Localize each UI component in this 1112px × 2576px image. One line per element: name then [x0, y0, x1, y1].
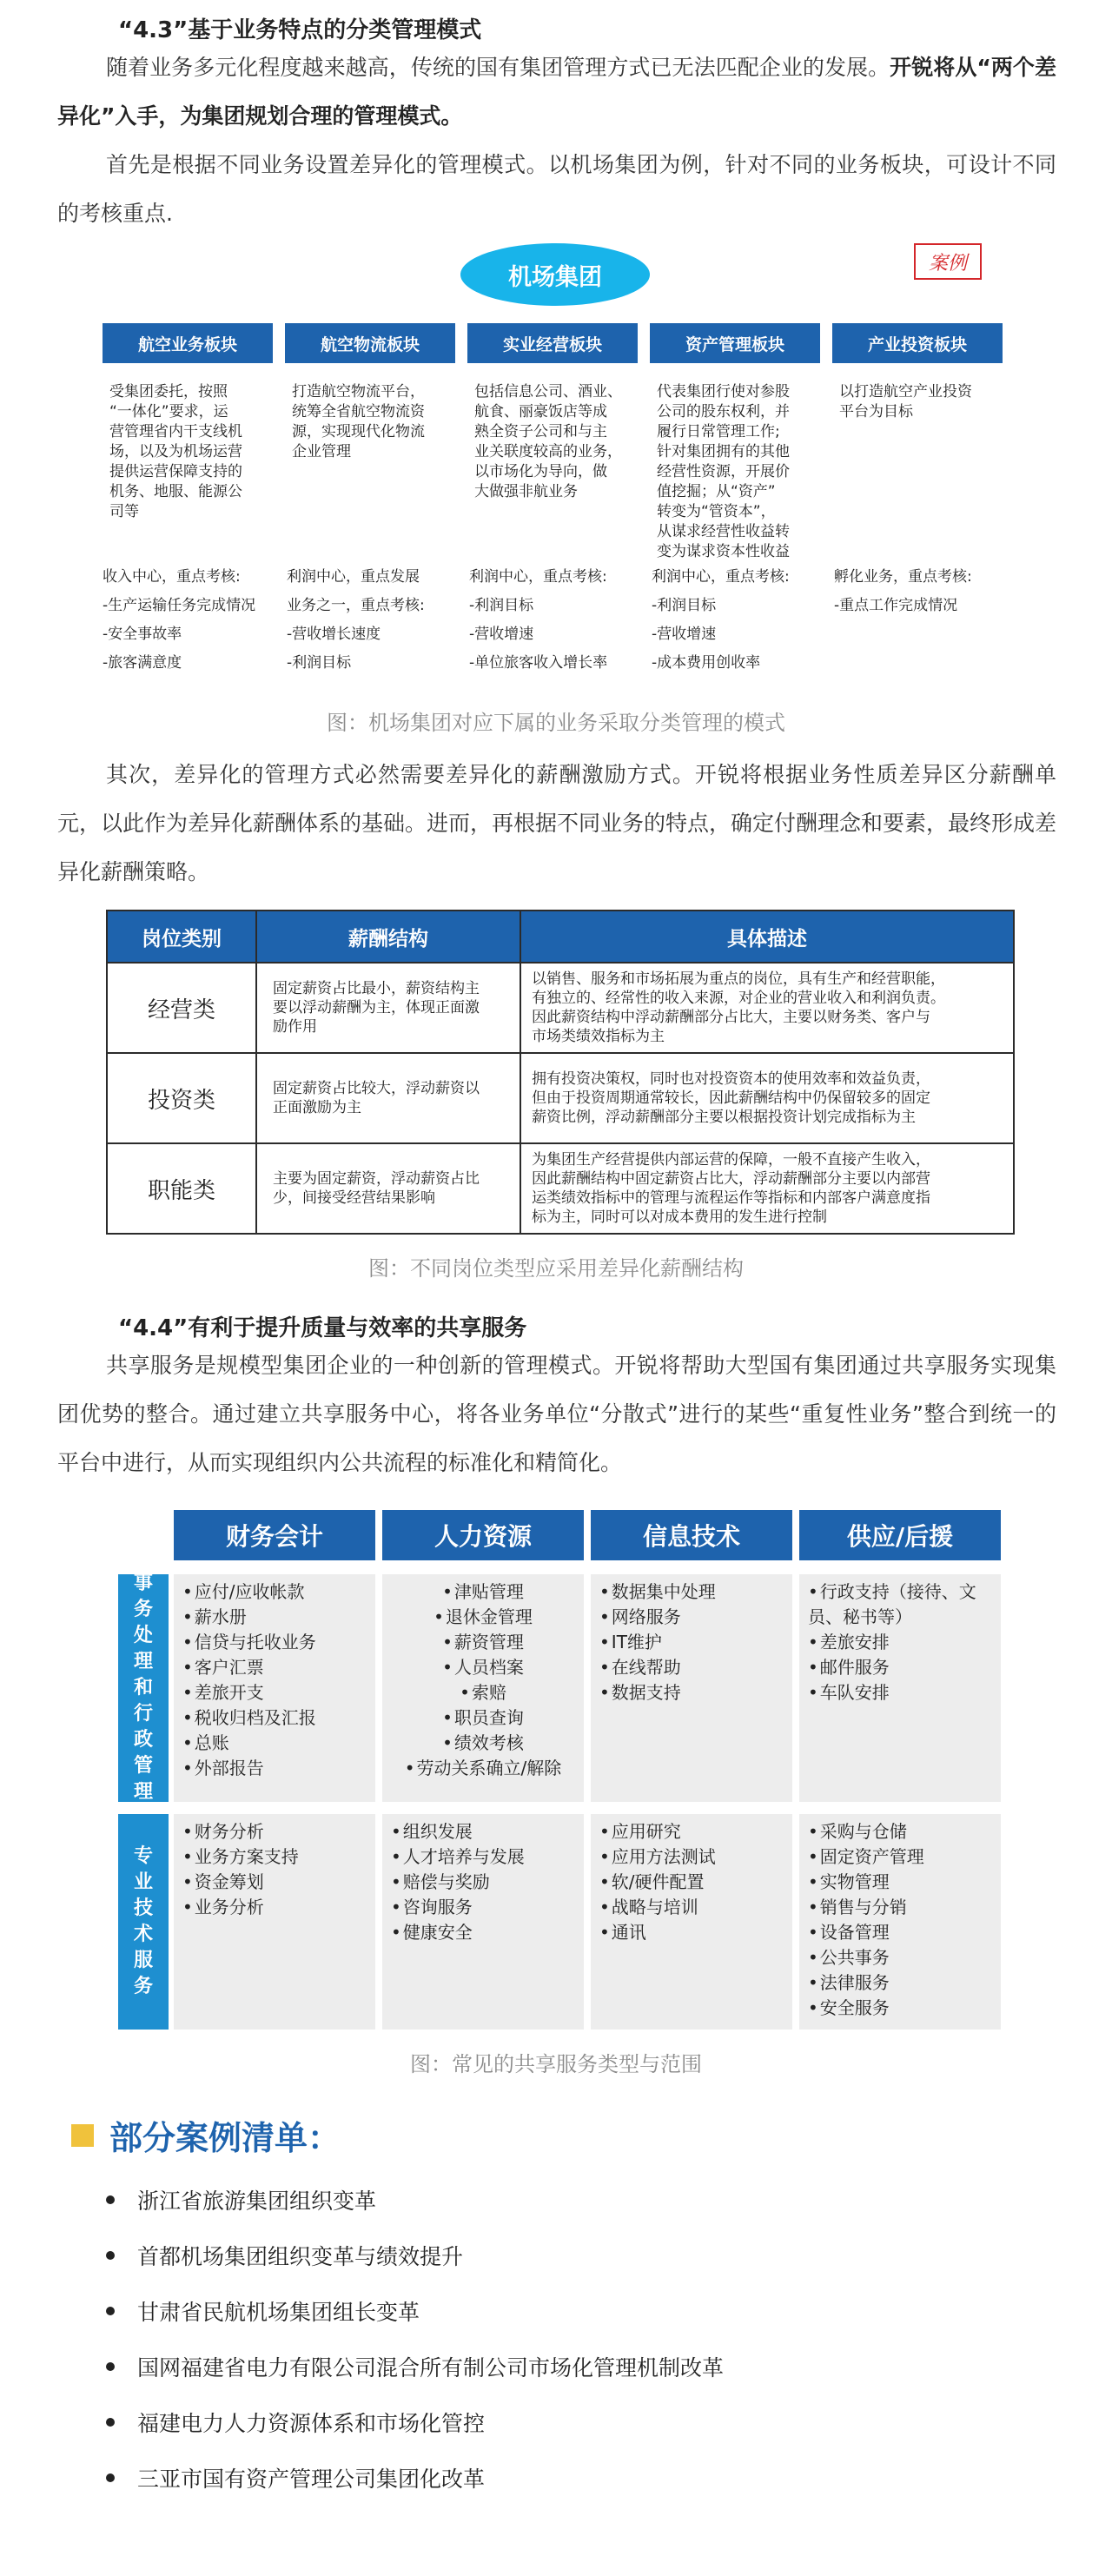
description-line: 以销售、服务和市场拓展为重点的岗位，具有生产和经营职能， — [532, 970, 945, 988]
service-item: • 薪水册 — [182, 1605, 367, 1630]
description-line: 有独立的、经常性的收入来源，对企业的营业收入和利润负责。 — [532, 990, 945, 1007]
service-item: • 通讯 — [599, 1920, 784, 1945]
kpi-line: 收入中心，重点考核: — [103, 568, 241, 586]
service-item: • 应用方法测试 — [599, 1844, 784, 1870]
service-item: • 公共事务 — [808, 1945, 992, 1970]
bullet-dot-icon — [106, 2362, 115, 2371]
section-44-paragraph: 共享服务是规模型集团企业的一种创新的管理模式。开锐将帮助大型国有集团通过共享服务实现集团优势的整合。通过建立共享服务中心，将各业务单位“分散式”进行的某些“重复性业务”整合到统一的平台中进行，从而实现组织内公共流程的标准化和精简化。 — [57, 1353, 1056, 1475]
service-column-header: 财务会计 — [174, 1510, 375, 1560]
service-item: • 咨询服务 — [391, 1895, 575, 1920]
service-item: • 业务分析 — [182, 1895, 367, 1920]
para1-bold-text: 开锐将从“两个差异化”入手，为集团规划合理的管理模式。 — [57, 55, 1056, 129]
description-line: “一体化”要求，运 — [109, 403, 228, 421]
salary-intro-paragraph: 其次，差异化的管理方式必然需要差异化的薪酬激励方式。开锐将根据业务性质差异区分薪酬单元，以此作为差异化薪酬体系的基础。进而，再根据不同业务的特点，确定付酬理念和要素，最终形成差异化薪酬策略。 — [57, 762, 1057, 884]
bullet-dot-icon — [106, 2307, 115, 2315]
service-item: • 法律服务 — [808, 1970, 992, 1996]
service-item: • 在线帮助 — [599, 1655, 784, 1680]
service-item: • 绩效考核 — [391, 1731, 575, 1756]
service-item: • 设备管理 — [808, 1920, 992, 1945]
description-line: 提供运营保障支持的 — [109, 463, 242, 480]
service-item: • 软/硬件配置 — [599, 1870, 784, 1895]
shared-services-grid — [0, 1510, 1112, 2040]
structure-cell — [256, 1053, 520, 1143]
list-item — [106, 2172, 1062, 2228]
description-line: 因此薪资结构中浮动薪酬部分占比大，主要以财务类、客户与 — [532, 1009, 930, 1026]
segment-description — [292, 382, 471, 462]
kpi-line: 利润中心，重点发展 — [287, 568, 420, 586]
table-row — [107, 1053, 1014, 1143]
service-item: • 实物管理 — [808, 1870, 992, 1895]
service-item: • IT维护 — [599, 1630, 784, 1655]
service-cell — [174, 1574, 375, 1802]
section-44-title: “4.4”有利于提升质量与效率的共享服务 — [118, 1315, 527, 1341]
description-cell — [520, 1053, 1014, 1143]
description-line: 营管理省内干支线机 — [109, 423, 242, 440]
service-item: • 税收归档及汇报 — [182, 1705, 367, 1731]
kpi-line: 业务之一，重点考核: — [287, 597, 425, 614]
service-item: • 财务分析 — [182, 1819, 367, 1844]
structure-line: 少，间接受经营结果影响 — [273, 1189, 435, 1207]
service-cell — [799, 1574, 1001, 1802]
list-item — [106, 2283, 1062, 2339]
case-name: 福建电力人力资源体系和市场化管控 — [137, 2411, 486, 2436]
category-cell: 经营类 — [107, 963, 256, 1053]
section-43-paragraph-2: 首先是根据不同业务设置差异化的管理模式。以机场集团为例，针对不同的业务板块，可设计不同的考核重点. — [57, 152, 1056, 226]
case-tag: 案例 — [914, 243, 982, 280]
salary-structure-table — [106, 910, 1015, 1235]
description-line: 薪资比例，浮动薪酬部分主要以根据投资计划完成指标为主 — [532, 1109, 916, 1126]
list-item — [106, 2450, 1062, 2506]
service-item: • 网络服务 — [599, 1605, 784, 1630]
section-43-paragraph-1 — [57, 43, 1056, 141]
segment-kpi-list — [834, 563, 1022, 620]
case-name: 甘肃省民航机场集团组长变革 — [137, 2300, 420, 2325]
service-item: • 数据支持 — [599, 1680, 784, 1705]
service-item: • 薪资管理 — [391, 1630, 575, 1655]
service-item: • 人才培养与发展 — [391, 1844, 575, 1870]
service-item: • 数据集中处理 — [599, 1579, 784, 1605]
bullet-dot-icon — [106, 2418, 115, 2427]
service-item: • 健康安全 — [391, 1920, 575, 1945]
segment-description — [839, 382, 1018, 422]
table-row — [107, 1143, 1014, 1234]
table-header-row — [107, 911, 1014, 963]
case-list-title: 部分案例清单： — [109, 2119, 341, 2157]
structure-line: 主要为固定薪资，浮动薪资占比 — [273, 1170, 480, 1188]
service-item: • 客户汇票 — [182, 1655, 367, 1680]
description-line: 司等 — [109, 503, 139, 520]
service-cell — [382, 1814, 584, 2030]
header-description: 具体描述 — [520, 911, 1014, 963]
kpi-line: -利润目标 — [469, 597, 534, 614]
description-line: 值挖掘；从“资产” — [657, 483, 776, 500]
description-line: 业关联度较高的业务， — [474, 443, 622, 460]
description-line: 打造航空物流平台， — [292, 383, 425, 401]
service-item: • 固定资产管理 — [808, 1844, 992, 1870]
list-item — [106, 2228, 1062, 2283]
segment-header: 实业经营板块 — [467, 323, 638, 363]
structure-line: 固定薪资占比较大，浮动薪资以 — [273, 1080, 480, 1097]
segment-description — [657, 382, 836, 562]
case-name: 首都机场集团组织变革与绩效提升 — [137, 2244, 464, 2269]
kpi-line: -安全事故率 — [103, 626, 182, 643]
service-item: • 总账 — [182, 1731, 367, 1756]
category-cell: 投资类 — [107, 1053, 256, 1143]
description-line: 以打造航空产业投资 — [839, 383, 972, 401]
service-item: • 应付/应收帐款 — [182, 1579, 367, 1605]
kpi-line: -单位旅客收入增长率 — [469, 654, 608, 672]
description-line: 航食、丽豪饭店等成 — [474, 403, 607, 421]
structure-cell — [256, 1143, 520, 1234]
salary-table-caption: 图：不同岗位类型应采用差异化薪酬结构 — [368, 1256, 744, 1281]
service-cell — [382, 1574, 584, 1802]
bullet-dot-icon — [106, 2195, 115, 2204]
service-item: • 人员档案 — [391, 1655, 575, 1680]
segment-header: 航空业务板块 — [103, 323, 273, 363]
category-cell: 职能类 — [107, 1143, 256, 1234]
description-line: 平台为目标 — [839, 403, 913, 421]
airport-group-diagram — [0, 243, 1112, 695]
description-line: 变为谋求资本性收益 — [657, 543, 790, 560]
description-line: 为集团生产经营提供内部运营的保障，一般不直接产生收入， — [532, 1151, 930, 1169]
description-line: 但由于投资周期通常较长，因此薪酬结构中仍保留较多的固定 — [532, 1089, 930, 1107]
description-line: 熟全资子公司和与主 — [474, 423, 607, 440]
kpi-line: -重点工作完成情况 — [834, 597, 958, 614]
description-line: 经营性资源，开展价 — [657, 463, 790, 480]
header-category: 岗位类别 — [107, 911, 256, 963]
bullet-dot-icon — [106, 2251, 115, 2260]
kpi-line: -营收增长速度 — [287, 626, 381, 643]
segment-header: 航空物流板块 — [285, 323, 455, 363]
list-item — [106, 2394, 1062, 2450]
kpi-line: -利润目标 — [287, 654, 352, 672]
service-item: • 差旅开支 — [182, 1680, 367, 1705]
structure-line: 正面激励为主 — [273, 1099, 361, 1116]
kpi-line: -营收增速 — [652, 626, 717, 643]
service-item: • 退休金管理 — [391, 1605, 575, 1630]
service-item: • 车队安排 — [808, 1680, 992, 1705]
service-item: • 组织发展 — [391, 1819, 575, 1844]
segment-description — [109, 382, 288, 522]
kpi-line: -旅客满意度 — [103, 654, 182, 672]
case-name: 国网福建省电力有限公司混合所有制公司市场化管理机制改革 — [137, 2355, 725, 2381]
description-line: 大做强非航业务 — [474, 483, 578, 500]
service-item: • 外部报告 — [182, 1756, 367, 1781]
service-item: • 索赔 — [391, 1680, 575, 1705]
group-name-ellipse: 机场集团 — [460, 243, 650, 306]
segment-header: 资产管理板块 — [650, 323, 820, 363]
bullet-dot-icon — [106, 2473, 115, 2482]
service-item: • 采购与仓储 — [808, 1819, 992, 1844]
service-item: • 业务方案支持 — [182, 1844, 367, 1870]
description-line: 运类绩效指标中的管理与流程运作等指标和内部客户满意度指 — [532, 1189, 930, 1207]
description-line: 受集团委托，按照 — [109, 383, 228, 401]
kpi-line: -营收增速 — [469, 626, 534, 643]
kpi-line: 孵化业务，重点考核: — [834, 568, 972, 586]
kpi-line: -生产运输任务完成情况 — [103, 597, 256, 614]
description-line: 以市场化为导向，做 — [474, 463, 607, 480]
case-list — [106, 2172, 1062, 2506]
structure-line: 励作用 — [273, 1018, 317, 1036]
service-item: • 销售与分销 — [808, 1895, 992, 1920]
description-line: 履行日常管理工作; — [657, 423, 780, 440]
case-name: 三亚市国有资产管理公司集团化改革 — [137, 2467, 486, 2492]
description-line: 转变为“管资本”， — [657, 503, 776, 520]
description-line: 统筹全省航空物流资 — [292, 403, 425, 421]
case-name: 浙江省旅游集团组织变革 — [137, 2189, 377, 2214]
diagram-caption: 图：机场集团对应下属的业务采取分类管理的模式 — [327, 711, 785, 735]
segment-kpi-list — [652, 563, 839, 678]
service-item: • 劳动关系确立/解除 — [391, 1756, 575, 1781]
service-cell — [591, 1814, 792, 2030]
service-item: • 应用研究 — [599, 1819, 784, 1844]
segment-kpi-list — [103, 563, 290, 678]
service-column-header: 信息技术 — [591, 1510, 792, 1560]
description-line: 源，实现现代化物流 — [292, 423, 425, 440]
kpi-line: 利润中心，重点考核: — [469, 568, 607, 586]
kpi-line: -利润目标 — [652, 597, 717, 614]
description-line: 针对集团拥有的其他 — [657, 443, 790, 460]
service-cell — [591, 1574, 792, 1802]
description-cell — [520, 963, 1014, 1053]
shared-services-caption: 图：常见的共享服务类型与范围 — [410, 2052, 702, 2076]
service-item: • 资金筹划 — [182, 1870, 367, 1895]
description-line: 企业管理 — [292, 443, 351, 460]
service-row-header: 事务处理和行政管理 — [118, 1574, 169, 1802]
description-line: 市场类绩效指标为主 — [532, 1028, 665, 1045]
description-line: 因此薪酬结构中固定薪资占比大，浮动薪酬部分主要以内部营 — [532, 1170, 930, 1188]
service-item: • 行政支持（接待、文员、秘书等） — [808, 1579, 992, 1630]
kpi-line: -成本费用创收率 — [652, 654, 761, 672]
description-line: 场，以及为机场运营 — [109, 443, 242, 460]
kpi-line: 利润中心，重点考核: — [652, 568, 790, 586]
table-row — [107, 963, 1014, 1053]
service-item: • 战略与培训 — [599, 1895, 784, 1920]
service-item: • 差旅安排 — [808, 1630, 992, 1655]
segment-kpi-list — [469, 563, 657, 678]
segment-header: 产业投资板块 — [832, 323, 1003, 363]
service-item: • 邮件服务 — [808, 1655, 992, 1680]
header-structure: 薪酬结构 — [256, 911, 520, 963]
service-cell — [799, 1814, 1001, 2030]
service-column-header: 供应/后援 — [799, 1510, 1001, 1560]
structure-line: 要以浮动薪酬为主，体现正面激 — [273, 999, 480, 1016]
service-item: • 津贴管理 — [391, 1579, 575, 1605]
segment-description — [474, 382, 653, 502]
description-cell — [520, 1143, 1014, 1234]
segment-kpi-list — [287, 563, 474, 678]
service-cell — [174, 1814, 375, 2030]
service-item: • 安全服务 — [808, 1996, 992, 2021]
description-line: 代表集团行使对参股 — [657, 383, 790, 401]
case-list-heading — [71, 2111, 341, 2159]
section-43-title: “4.3”基于业务特点的分类管理模式 — [118, 17, 482, 43]
service-column-header: 人力资源 — [382, 1510, 584, 1560]
list-item — [106, 2339, 1062, 2394]
structure-cell — [256, 963, 520, 1053]
square-bullet-icon — [71, 2124, 94, 2147]
description-line: 从谋求经营性收益转 — [657, 523, 790, 540]
service-item: • 信贷与托收业务 — [182, 1630, 367, 1655]
description-line: 包括信息公司、酒业、 — [474, 383, 622, 401]
structure-line: 固定薪资占比最小，薪资结构主 — [273, 980, 480, 997]
description-line: 拥有投资决策权，同时也对投资资本的使用效率和效益负责， — [532, 1070, 930, 1088]
service-row-header: 专业技术服务 — [118, 1814, 169, 2030]
description-line: 公司的股东权利，并 — [657, 403, 790, 421]
description-line: 机务、地服、能源公 — [109, 483, 242, 500]
description-line: 标为主，同时可以对成本费用的发生进行控制 — [532, 1209, 827, 1226]
para1-normal-text: 随着业务多元化程度越来越高，传统的国有集团管理方式已无法匹配企业的发展。 — [106, 55, 890, 80]
service-item: • 职员查询 — [391, 1705, 575, 1731]
service-item: • 赔偿与奖励 — [391, 1870, 575, 1895]
